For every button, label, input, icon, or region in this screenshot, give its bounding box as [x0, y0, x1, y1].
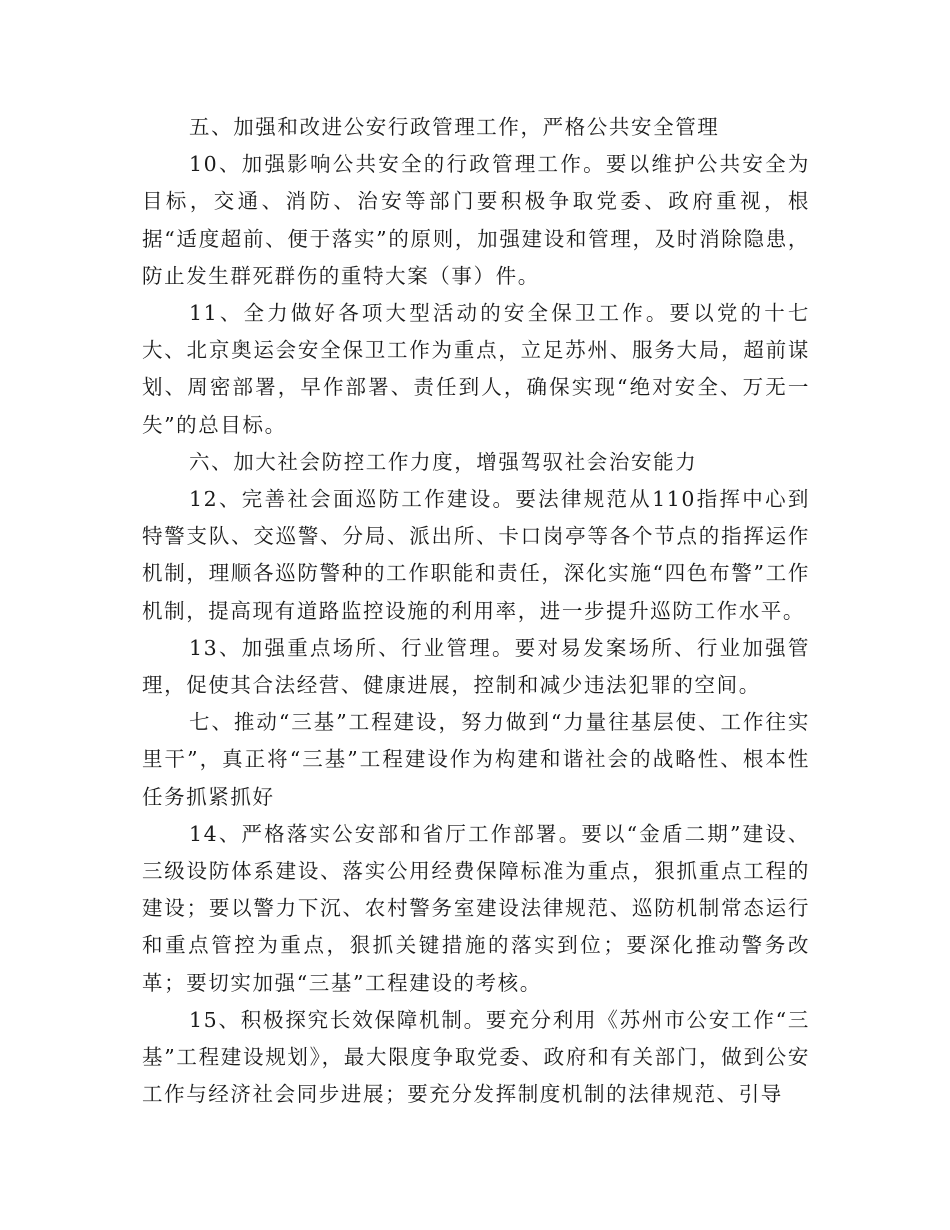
- paragraph-item-14: 14、严格落实公安部和省厅工作部署。要以“金盾二期”建设、三级设防体系建设、落实公用经费保障标准为重点，狠抓重点工程的建设；要以警力下沉、农村警务室建设法律规范、巡防机制常态运行和重点管控为重点，狠抓关键措施的落实到位；要深化推动警务改革；要切实加强“三基”工程建设的考核。: [142, 821, 810, 995]
- heading-section-7: 七、推动“三基”工程建设，努力做到“力量往基层使、工作往实里干”，真正将“三基”工程建设作为构建和谐社会的战略性、根本性任务抓紧抓好: [142, 710, 810, 809]
- paragraph-item-13: 13、加强重点场所、行业管理。要对易发案场所、行业加强管理，促使其合法经营、健康进展，控制和减少违法犯罪的空间。: [142, 635, 810, 698]
- paragraph-item-12: 12、完善社会面巡防工作建设。要法律规范从110指挥中心到特警支队、交巡警、分局、派出所、卡口岗亭等各个节点的指挥运作机制，理顺各巡防警种的工作职能和责任，深化实施“四色布警”工作机制，提高现有道路监控设施的利用率，进一步提升巡防工作水平。: [142, 487, 810, 623]
- paragraph-item-15: 15、积极探究长效保障机制。要充分利用《苏州市公安工作“三基”工程建设规划》，最大限度争取党委、政府和有关部门，做到公安工作与经济社会同步进展；要充分发挥制度机制的法律规范、引导: [142, 1007, 810, 1107]
- document-body: [142, 109, 810, 1113]
- heading-section-6: 六、加大社会防控工作力度，增强驾驭社会治安能力: [189, 449, 698, 474]
- heading-section-5: 五、加强和改进公安行政管理工作，严格公共安全管理: [189, 115, 720, 139]
- paragraph-item-10: 10、加强影响公共安全的行政管理工作。要以维护公共安全为目标，交通、消防、治安等部门要积极争取党委、政府重视，根据“适度超前、便于落实”的原则，加强建设和管理，及时消除隐患，防止发生群死群伤的重特大案（事）件。: [142, 152, 810, 288]
- paragraph-item-11: 11、全力做好各项大型活动的安全保卫工作。要以党的十七大、北京奥运会安全保卫工作为重点，立足苏州、服务大局，超前谋划、周密部署，早作部署、责任到人，确保实现“绝对安全、万无一失”的总目标。: [142, 301, 810, 437]
